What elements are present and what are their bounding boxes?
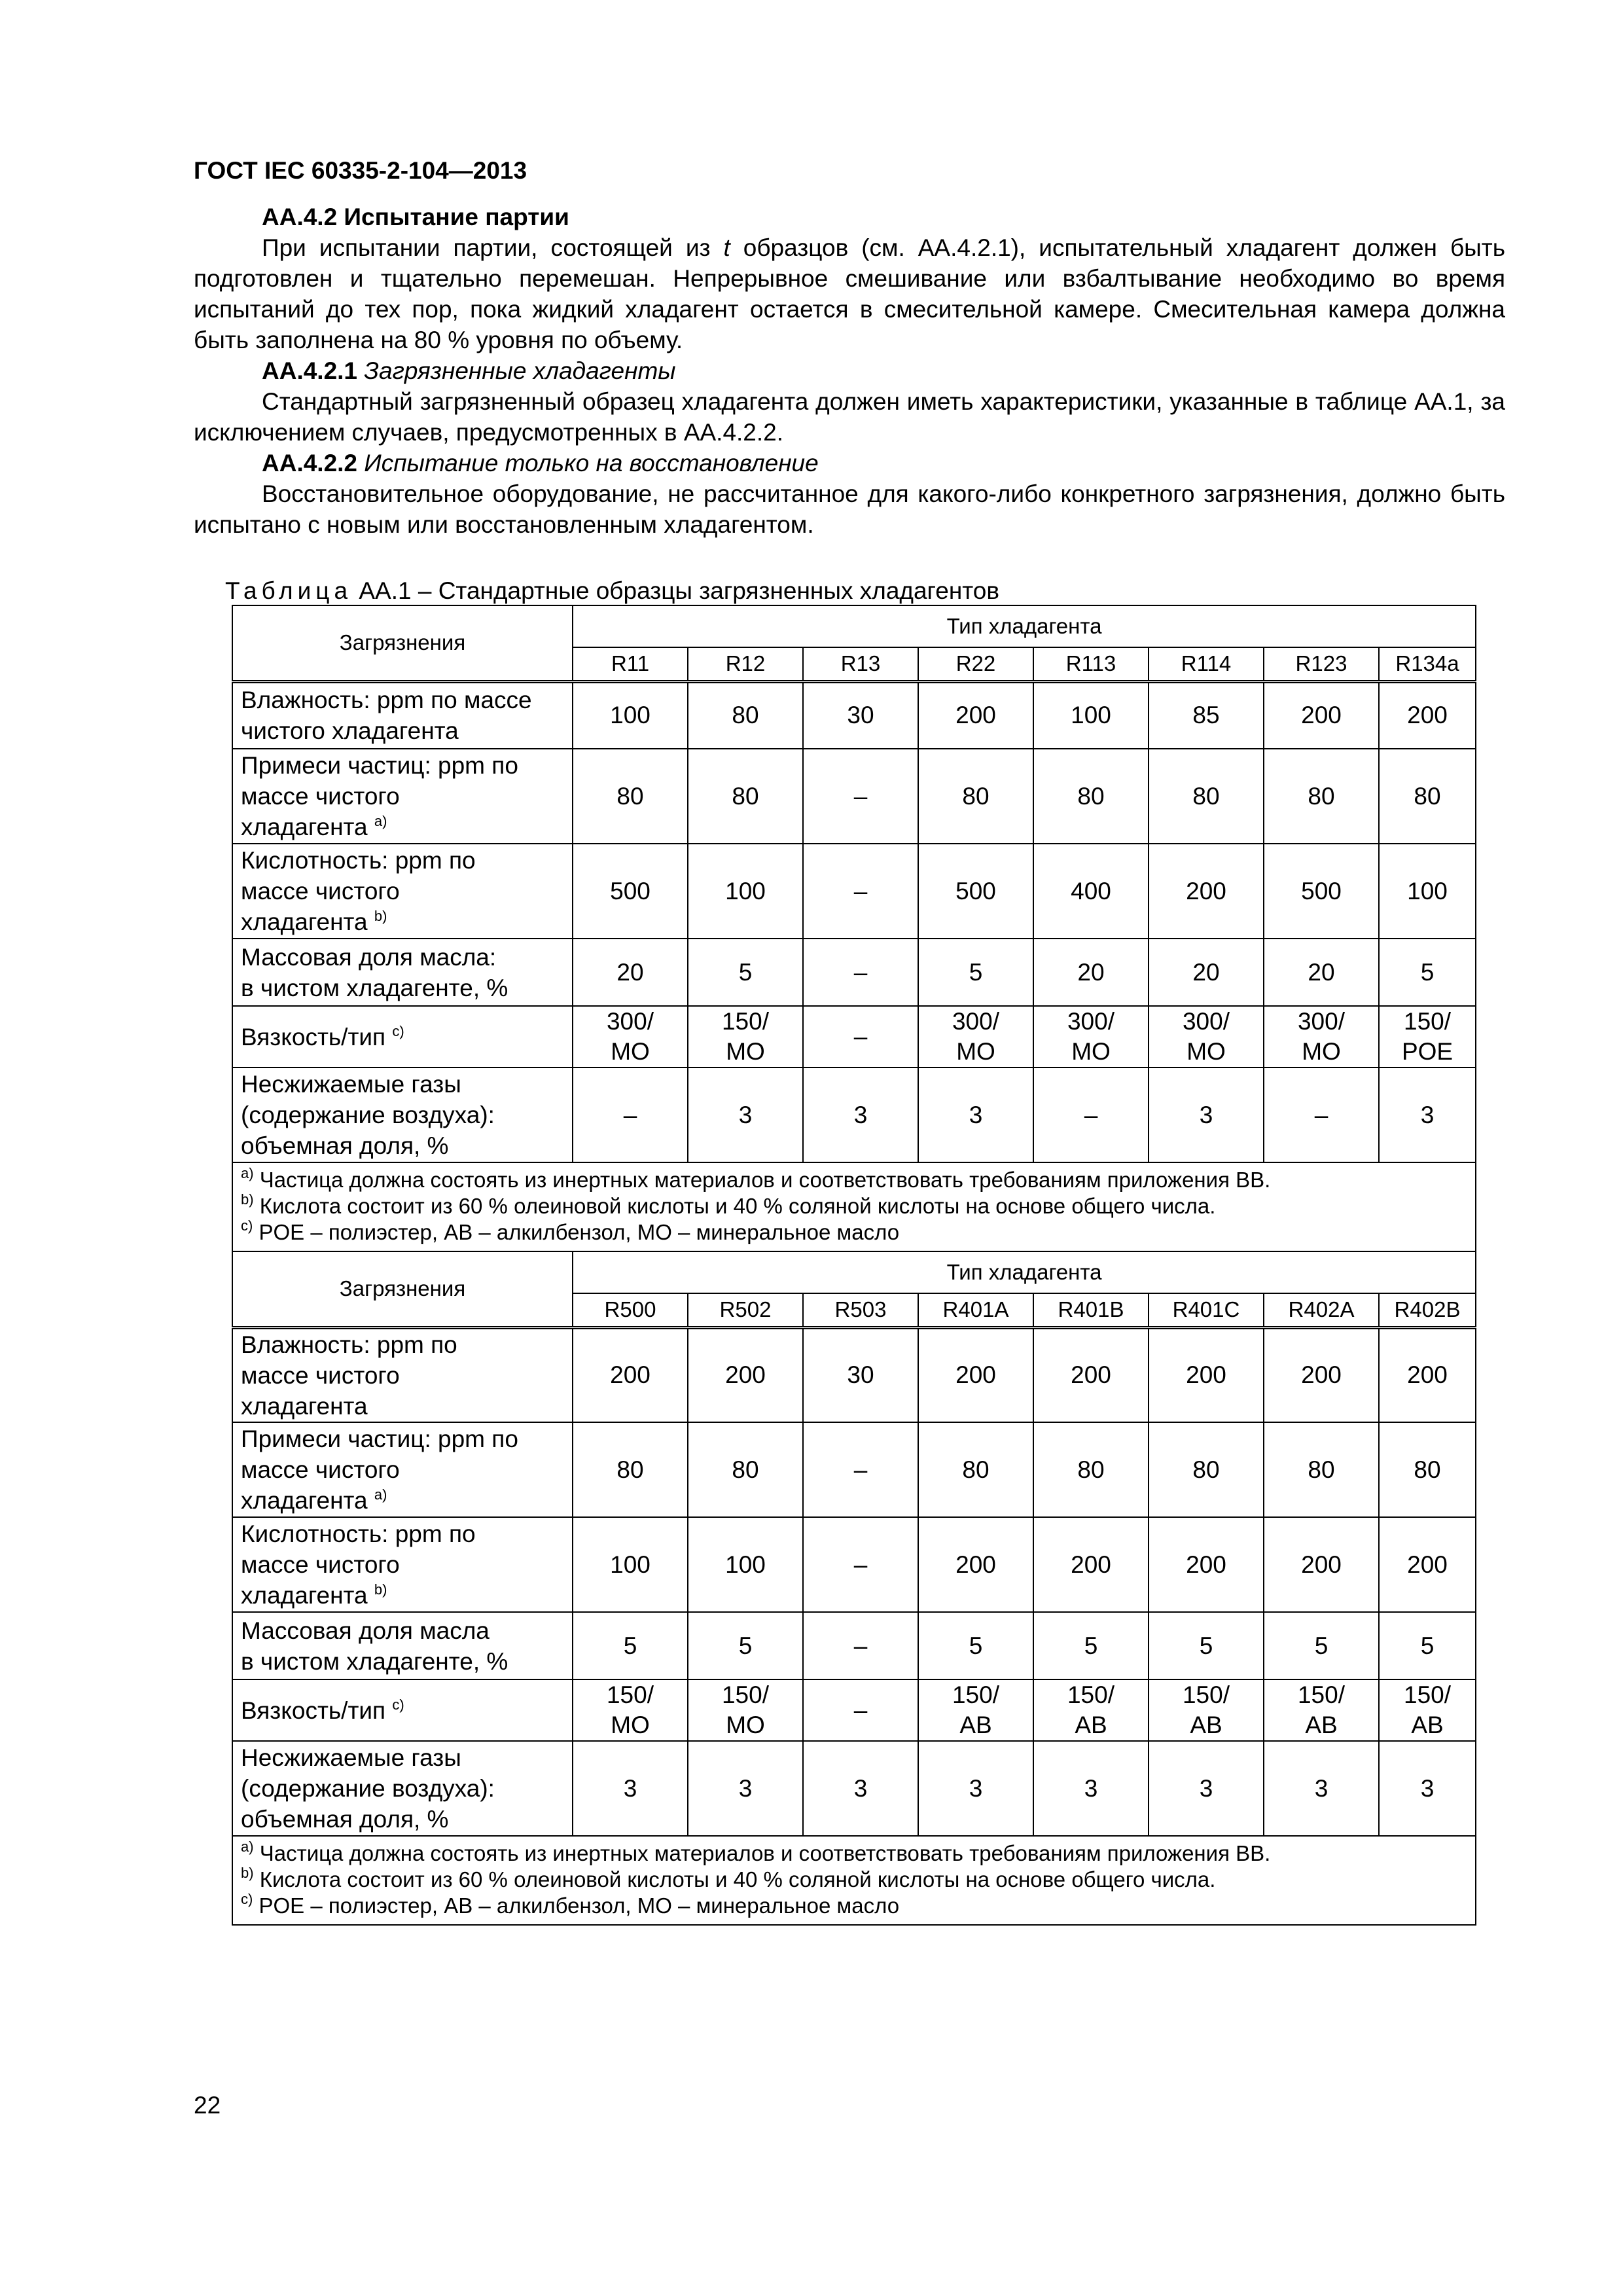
value-cell: 400 [1033,844,1149,939]
value-cell: 3 [1379,1741,1476,1836]
value-cell: 200 [1264,1327,1379,1422]
value-cell: 80 [688,1422,803,1517]
value-cell: 200 [573,1327,688,1422]
value-cell: 150/ AB [918,1679,1033,1741]
value-cell: 100 [688,1517,803,1612]
contaminant-label: Несжижаемые газы (содержание воздуха): объемная доля, % [232,1741,573,1836]
value-cell: 3 [918,1741,1033,1836]
value-cell: 5 [688,939,803,1006]
value-cell: – [803,1517,918,1612]
footnote-mark: a) [241,1165,254,1181]
footnote-line [241,1219,1467,1246]
value-cell: 300/ MO [918,1006,1033,1067]
value-cell: 300/ MO [1149,1006,1264,1067]
value-cell: 100 [573,1517,688,1612]
table-footnotes [232,1836,1476,1925]
value-cell: 300/ MO [1264,1006,1379,1067]
value-cell: 300/ MO [573,1006,688,1067]
footnote-text: Частица должна состоять из инертных материалов и соответствовать требованиям приложения ВВ. [259,1168,1271,1192]
value-cell: 200 [688,1327,803,1422]
footnote-line [241,1193,1467,1219]
value-cell: 80 [918,1422,1033,1517]
value-cell: 3 [918,1067,1033,1162]
value-cell: 20 [1264,939,1379,1006]
value-cell: – [803,1006,918,1067]
value-cell: 500 [918,844,1033,939]
value-cell: 3 [573,1741,688,1836]
footnote-mark: c) [392,1022,404,1039]
value-cell: 200 [1379,1327,1476,1422]
table-row [232,1006,1476,1067]
footnote-line [241,1167,1467,1193]
table-row [232,939,1476,1006]
refrigerant-column-header: R12 [688,647,803,681]
value-cell: 500 [1264,844,1379,939]
value-cell: 150/ AB [1264,1679,1379,1741]
value-cell: 200 [1379,1517,1476,1612]
table-row [232,1679,1476,1741]
table-row [232,1741,1476,1836]
footnote-line [241,1840,1467,1867]
footnote-text: Кислота состоит из 60 % олеиновой кислоты и 40 % соляной кислоты на основе общего числа. [259,1194,1216,1218]
value-cell: 3 [1379,1067,1476,1162]
section-text [194,202,1505,540]
refrigerant-column-header: R13 [803,647,918,681]
value-cell: – [803,1679,918,1741]
footnote-mark: c) [392,1696,404,1713]
value-cell: 200 [1033,1327,1149,1422]
table-row [232,681,1476,749]
value-cell: 200 [1379,681,1476,749]
group-header-refrigerant-type: Тип хладагента [573,605,1476,647]
value-cell: 3 [803,1067,918,1162]
footnote-mark: b) [374,908,387,924]
refrigerant-column-header: R123 [1264,647,1379,681]
group-header-refrigerant-type: Тип хладагента [573,1251,1476,1293]
value-cell: 20 [1149,939,1264,1006]
refrigerant-column-header: R500 [573,1293,688,1327]
value-cell: 150/ AB [1149,1679,1264,1741]
value-cell: 80 [1379,1422,1476,1517]
table-row [232,1422,1476,1517]
value-cell: 200 [1033,1517,1149,1612]
paragraph-recovery: Восстановительное оборудование, не рассчитанное для какого-либо конкретного загрязнения, должно быть испытано с новым или восстановленным хладагентом. [194,480,1505,538]
table-row [232,1327,1476,1422]
value-cell: 30 [803,1327,918,1422]
value-cell: 3 [1149,1067,1264,1162]
contaminant-label: Влажность: ppm по массе чистого хладагента [232,681,573,749]
value-cell: – [1264,1067,1379,1162]
value-cell: 100 [1033,681,1149,749]
contaminant-label: Примеси частиц: ppm по массе чистого хладагента $^{a)}$ [232,1422,573,1517]
refrigerant-column-header: R22 [918,647,1033,681]
contaminant-label: Кислотность: ppm по массе чистого хладагента $^{b)}$ [232,1517,573,1612]
refrigerant-column-header: R11 [573,647,688,681]
value-cell: 200 [1149,1517,1264,1612]
value-cell: 80 [1149,1422,1264,1517]
value-cell: 5 [918,939,1033,1006]
footnote-mark: c) [241,1891,253,1907]
value-cell: 3 [803,1741,918,1836]
value-cell: 80 [1379,749,1476,844]
footnote-line [241,1893,1467,1919]
value-cell: 5 [1379,939,1476,1006]
variable-t: t [723,234,730,261]
value-cell: 3 [1033,1741,1149,1836]
paragraph-contaminated: Стандартный загрязненный образец хладагента должен иметь характеристики, указанные в таблице АА.1, за исключением случаев, предусмотренных в АА.4.2.2. [194,388,1505,446]
value-cell: 80 [1033,749,1149,844]
value-cell: 300/ MO [1033,1006,1149,1067]
value-cell: 150/ POE [1379,1006,1476,1067]
value-cell: 200 [1149,1327,1264,1422]
footnote-line [241,1867,1467,1893]
contaminant-label: Несжижаемые газы (содержание воздуха): объемная доля, % [232,1067,573,1162]
value-cell: 80 [918,749,1033,844]
footnote-mark: b) [374,1581,387,1598]
refrigerant-column-header: R401A [918,1293,1033,1327]
value-cell: – [803,1612,918,1679]
value-cell: 500 [573,844,688,939]
value-cell: 80 [1149,749,1264,844]
refrigerant-column-header: R401B [1033,1293,1149,1327]
contaminant-label: Примеси частиц: ppm по массе чистого хладагента $^{a)}$ [232,749,573,844]
contaminant-label: Вязкость/тип $^{c)}$ [232,1006,573,1067]
page-number: 22 [194,2092,221,2119]
refrigerant-column-header: R401C [1149,1293,1264,1327]
contaminant-table [232,605,1476,1926]
value-cell: 200 [1264,1517,1379,1612]
corner-header-contaminants: Загрязнения [232,605,573,681]
refrigerant-column-header: R113 [1033,647,1149,681]
refrigerant-column-header: R402B [1379,1293,1476,1327]
value-cell: 100 [573,681,688,749]
footnote-mark: a) [241,1839,254,1855]
table-row [232,1517,1476,1612]
refrigerant-column-header: R402A [1264,1293,1379,1327]
value-cell: 85 [1149,681,1264,749]
footnote-text: POE – полиэстер, AB – алкилбензол, MO – минеральное масло [259,1893,900,1918]
table-row [232,1612,1476,1679]
subsection-aa-4-2-1: АА.4.2.1 Загрязненные хладагенты [262,357,676,384]
value-cell: 80 [573,749,688,844]
standard-code: ГОСТ IEC 60335-2-104—2013 [194,157,527,184]
footnote-text: Частица должна состоять из инертных материалов и соответствовать требованиям приложения ВВ. [259,1841,1271,1865]
value-cell: – [803,1422,918,1517]
value-cell: 5 [688,1612,803,1679]
footnote-mark: c) [241,1217,253,1234]
table-row [232,844,1476,939]
value-cell: 100 [1379,844,1476,939]
value-cell: 30 [803,681,918,749]
value-cell: 5 [573,1612,688,1679]
value-cell: 150/ AB [1033,1679,1149,1741]
value-cell: 150/ MO [688,1006,803,1067]
value-cell: 20 [573,939,688,1006]
value-cell: 80 [1033,1422,1149,1517]
footnote-mark: b) [241,1191,254,1208]
contaminant-label: Массовая доля масла: в чистом хладагенте, % [232,939,573,1006]
value-cell: 150/ AB [1379,1679,1476,1741]
refrigerant-column-header: R503 [803,1293,918,1327]
value-cell: 200 [918,681,1033,749]
value-cell: 200 [1149,844,1264,939]
value-cell: 80 [573,1422,688,1517]
table-row [232,1067,1476,1162]
refrigerant-column-header: R134a [1379,647,1476,681]
value-cell: – [573,1067,688,1162]
value-cell: 150/ MO [573,1679,688,1741]
value-cell: 200 [1264,681,1379,749]
value-cell: 150/ MO [688,1679,803,1741]
subsection-aa-4-2-2: АА.4.2.2 Испытание только на восстановление [262,450,819,476]
footnote-text: POE – полиэстер, AB – алкилбензол, MO – минеральное масло [259,1220,900,1244]
value-cell: – [803,749,918,844]
footnote-text: Кислота состоит из 60 % олеиновой кислоты и 40 % соляной кислоты на основе общего числа. [259,1867,1216,1892]
value-cell: 5 [1033,1612,1149,1679]
value-cell: 3 [688,1067,803,1162]
value-cell: – [1033,1067,1149,1162]
section-heading: АА.4.2 Испытание партии [262,204,569,230]
value-cell: – [803,939,918,1006]
paragraph-batch-test: При испытании партии, состоящей из t образцов (см. АА.4.2.1), испытательный хладагент должен быть подготовлен и тщательно перемешан. Непрерывное смешивание или взбалтывание необходимо во время испытаний до тех пор, пока жидкий хладагент остается в смесительной камере. Смесительная камера должна быть заполнена на 80 % уровня по объему. [194,234,1505,353]
contaminant-label: Кислотность: ppm по массе чистого хладагента $^{b)}$ [232,844,573,939]
corner-header-contaminants: Загрязнения [232,1251,573,1327]
value-cell: 100 [688,844,803,939]
contaminant-label: Массовая доля масла в чистом хладагенте, % [232,1612,573,1679]
contaminant-label: Влажность: ppm по массе чистого хладагента [232,1327,573,1422]
value-cell: 20 [1033,939,1149,1006]
value-cell: – [803,844,918,939]
refrigerant-column-header: R114 [1149,647,1264,681]
table-row [232,749,1476,844]
value-cell: 5 [1149,1612,1264,1679]
value-cell: 80 [688,749,803,844]
value-cell: 80 [1264,1422,1379,1517]
value-cell: 5 [1379,1612,1476,1679]
value-cell: 5 [1264,1612,1379,1679]
footnote-mark: a) [374,1486,387,1503]
value-cell: 80 [688,681,803,749]
refrigerant-column-header: R502 [688,1293,803,1327]
footnote-mark: b) [241,1865,254,1881]
table-caption: Таблица АА.1 – Стандартные образцы загрязненных хладагентов [225,577,1000,604]
table-footnotes [232,1162,1476,1251]
contaminant-label: Вязкость/тип $^{c)}$ [232,1679,573,1741]
value-cell: 3 [1149,1741,1264,1836]
value-cell: 80 [1264,749,1379,844]
value-cell: 3 [1264,1741,1379,1836]
value-cell: 200 [918,1517,1033,1612]
value-cell: 5 [918,1612,1033,1679]
value-cell: 200 [918,1327,1033,1422]
value-cell: 3 [688,1741,803,1836]
footnote-mark: a) [374,813,387,829]
